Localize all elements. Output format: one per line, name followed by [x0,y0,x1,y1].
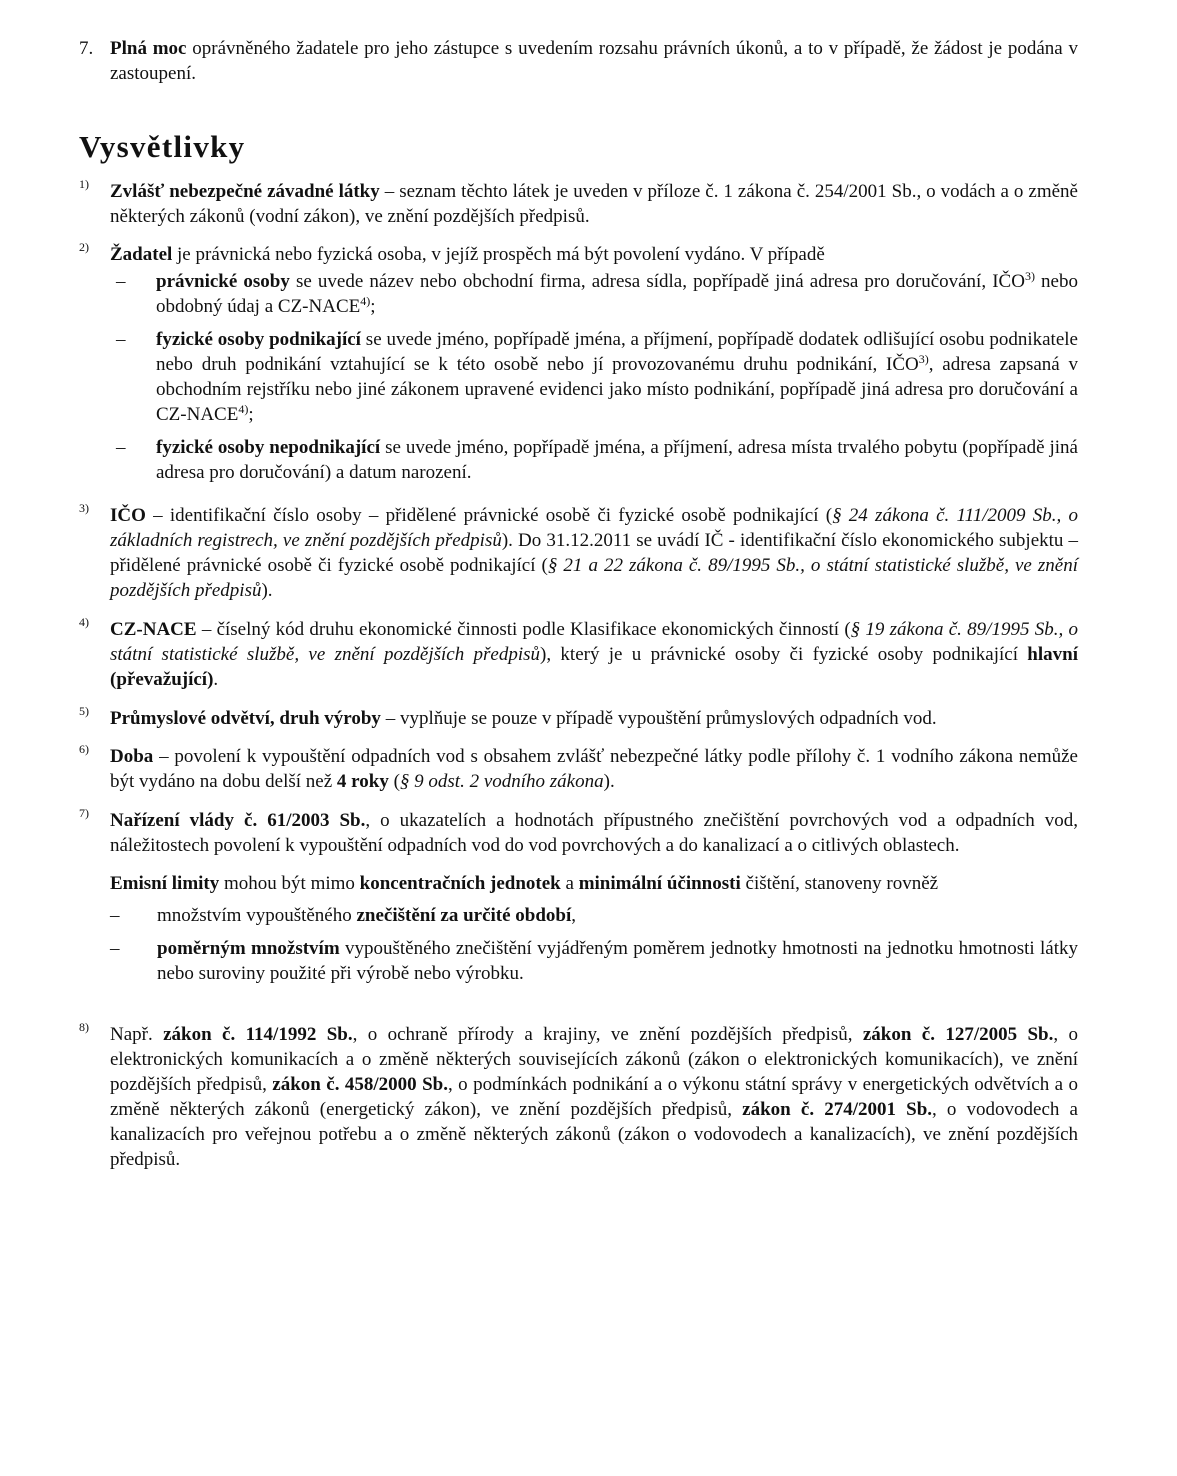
footnote-ref: 3) [1024,269,1035,283]
footnote-ref: 4) [360,294,371,308]
law-citation: § 9 odst. 2 vodního zákona [399,771,604,792]
paragraph-text: a [560,873,579,894]
footnote-marker: 2) [79,240,89,254]
list-item-text: se uvede jméno, popřípadě jména, a příjmení, adresa místa trvalého pobytu (popřípadě jiná adresa pro doručování) a datum narození. [156,437,1078,483]
list-item-text: , adresa zapsaná v obchodním rejstříku nebo jiné zákonem upravené evidenci jako místo podnikání, popřípadě jiná adresa pro doručování a CZ-NACE [156,354,1078,425]
dash-bullet: – [110,938,120,959]
footnote-1 [79,179,1078,229]
footnote-text: ). [603,771,615,792]
footnote-term: Průmyslové odvětví, druh výroby [110,708,381,729]
emission-limits-paragraph [110,871,1078,896]
emphasis-text: 4 roky [336,771,389,792]
list-item-term: poměrným množstvím [157,938,340,959]
emission-limit-list [79,903,1078,986]
footnote-text: – číselný kód druhu ekonomické činnosti podle Klasifikace ekonomických činností ( [196,619,851,640]
footnote-term: IČO [110,505,146,526]
footnote-text: ), který je u právnické osoby či fyzické osoby podnikající [540,644,1028,665]
list-item-text: ; [248,404,254,425]
list-item-text: , [571,905,577,926]
footnote-6 [79,744,1078,794]
footnote-text: – identifikační číslo osoby – přidělené právnické osobě či fyzické osobě podnikající ( [145,505,833,526]
list-item-term: fyzické osoby nepodnikající [156,437,381,458]
footnote-text: . [213,669,219,690]
list-item [79,936,1078,986]
footnote-text: ( [388,771,400,792]
list-item-text: množstvím vypouštěného [157,905,357,926]
law-reference: zákon č. 127/2005 Sb. [862,1024,1054,1045]
footnote-text: – vyplňuje se pouze v případě vypouštění průmyslových odpadních vod. [380,708,937,729]
list-item [110,269,1078,319]
footnote-text: , o podmínkách podnikání a o výkonu státní správy v energetických odvětvích a o změně některých zákonů (energetický zákon), ve znění pozdějších předpisů, [110,1074,1079,1120]
footnote-term: Doba [110,746,154,767]
list-item [79,903,1078,928]
list-item-text: se uvede jméno, popřípadě jména, a příjmení, popřípadě dodatek odlišující osobu podnikatele nebo druh podnikání vztahující se k této osobě nebo jí provozovanému druhu podnikání, IČO [156,329,1078,375]
paragraph-text: čištění, stanoveny rovněž [740,873,939,894]
footnote-text: , o ochraně přírody a krajiny, ve znění pozdějších předpisů, [352,1024,863,1045]
list-item-term: znečištění za určité období [356,905,572,926]
footnote-4 [79,617,1078,692]
footnote-term: Nařízení vlády č. 61/2003 Sb. [110,810,366,831]
footnote-marker: 3) [79,501,89,515]
emphasis-text: hlavní (převažující) [110,644,1078,690]
footnote-text: , o elektronických komunikacích a o změně některých souvisejících zákonů (zákon o elektronických komunikacích), ve znění pozdějších předpisů, [110,1024,1079,1095]
emphasis-text: minimální účinnosti [578,873,741,894]
list-item-text: ; [370,296,376,317]
footnote-marker: 4) [79,615,89,629]
footnote-text: – povolení k vypouštění odpadních vod s obsahem zvlášť nebezpečné látky podle přílohy č. 1 vodního zákona nemůže být vydáno na dobu delší než [110,746,1078,792]
footnote-3 [79,503,1078,603]
law-reference: zákon č. 114/1992 Sb. [163,1024,353,1045]
paragraph-text: mohou být mimo [219,873,360,894]
list-item-text: vypouštěného znečištění vyjádřeným poměrem jednotky hmotnosti na jednotku hmotnosti látky nebo suroviny použité při výrobě nebo výrobku. [157,938,1078,984]
footnote-ref: 4) [238,402,249,416]
footnote-text: ). Do 31.12.2011 se uvádí IČ - identifikační číslo ekonomického subjektu – přidělené právnické osobě či fyzické osobě podnikající ( [110,530,1078,576]
law-citation: § 24 zákona č. 111/2009 Sb., o základních registrech, ve znění pozdějších předpisů [110,505,1079,551]
section-heading: Vysvětlivky [79,129,246,164]
item-term: Plná moc [110,38,187,59]
footnote-5 [79,706,1078,731]
list-item-text: se uvede název nebo obchodní firma, adresa sídla, popřípadě jiná adresa pro doručování, IČO [289,271,1025,292]
footnote-marker: 6) [79,742,89,756]
footnote-text: je právnická nebo fyzická osoba, v jejíž prospěch má být povolení vydáno. V případě [172,244,825,265]
dash-bullet: – [116,271,126,292]
footnote-7 [79,808,1078,994]
footnote-2 [79,242,1078,493]
footnote-term: CZ-NACE [110,619,197,640]
emphasis-text: Emisní limity [110,873,220,894]
item-number: 7. [79,38,94,59]
footnote-text: ). [261,580,273,601]
footnote-8 [79,1022,1078,1172]
footnote-text: – seznam těchto látek je uveden v příloze č. 1 zákona č. 254/2001 Sb., o vodách a o změně některých zákonů (vodní zákon), ve znění pozdějších předpisů. [110,181,1078,227]
law-citation: § 19 zákona č. 89/1995 Sb., o státní statistické službě, ve znění pozdějších předpisů [110,619,1078,665]
footnote-marker: 8) [79,1020,89,1034]
footnote-text: , o ukazatelích a hodnotách přípustného znečištění povrchových vod a odpadních vod, náležitostech povolení k vypouštění odpadních vod do vod povrchových a do kanalizací a o citlivých oblastech. [110,810,1078,856]
footnote-marker: 1) [79,177,89,191]
list-item-text: nebo obdobný údaj a CZ-NACE [156,271,1078,317]
list-item-term: fyzické osoby podnikající [156,329,361,350]
footnote-marker: 5) [79,704,89,718]
footnote-text: Např. [110,1024,164,1045]
footnote-term: Žadatel [110,244,173,265]
dash-bullet: – [116,329,126,350]
dash-bullet: – [110,905,120,926]
footnote-ref: 3) [918,352,929,366]
list-item [110,435,1078,485]
item-text: oprávněného žadatele pro jeho zástupce s uvedením rozsahu právních úkonů, a to v případě, že žádost je podána v zastoupení. [110,38,1078,84]
emphasis-text: koncentračních jednotek [359,873,561,894]
list-item [110,327,1078,427]
applicant-type-list [110,269,1078,485]
list-item-7 [79,36,1078,86]
list-item-term: právnické osoby [156,271,290,292]
footnote-text: , o vodovodech a kanalizacích pro veřejnou potřebu a o změně některých zákonů (zákon o vodovodech a kanalizacích), ve znění pozdějších předpisů. [110,1099,1078,1170]
footnote-marker: 7) [79,806,89,820]
footnote-term: Zvlášť nebezpečné závadné látky [110,181,380,202]
dash-bullet: – [116,437,126,458]
law-reference: zákon č. 458/2000 Sb. [272,1074,448,1095]
law-citation: § 21 a 22 zákona č. 89/1995 Sb., o státní statistické službě, ve znění pozdějších předpisů [110,555,1078,601]
law-reference: zákon č. 274/2001 Sb. [742,1099,933,1120]
